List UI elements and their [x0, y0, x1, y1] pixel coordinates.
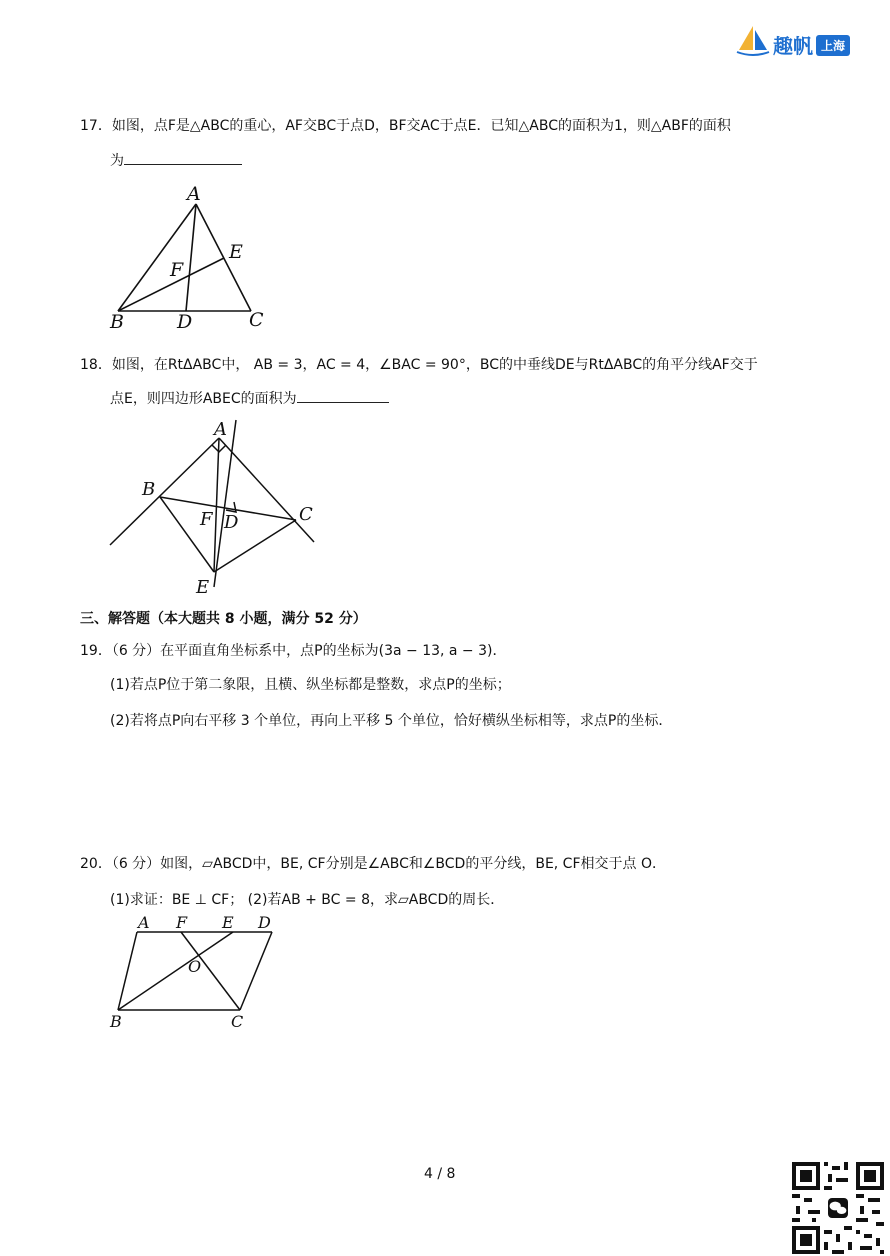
q18-label-B: B	[142, 479, 156, 500]
sailboat-icon	[735, 24, 771, 58]
q17-label-D: D	[177, 311, 193, 333]
q17-figure	[100, 180, 280, 335]
q19-part1: (1)若点P位于第二象限，且横、纵坐标都是整数，求点P的坐标；	[110, 677, 511, 693]
q17-label-F: F	[170, 259, 184, 281]
q18-line1: 18．如图，在RtΔABC中， AB = 3，AC = 4，∠BAC = 90°，BC的中垂线DE与RtΔABC的角平分线AF交于	[80, 357, 758, 373]
q20-label-F: F	[176, 913, 188, 932]
q19-stem: 19．（6 分）在平面直角坐标系中，点P的坐标为(3a − 13, a − 3)．	[80, 643, 507, 659]
q18-label-A: A	[214, 419, 227, 440]
q18-label-C: C	[299, 504, 313, 525]
q20-label-O: O	[188, 957, 202, 976]
q18-line2-text: 点E，则四边形ABEC的面积为	[110, 391, 297, 407]
q19-part2: (2)若将点P向右平移 3 个单位，再向上平移 5 个单位，恰好横纵坐标相等，求点P的坐标．	[110, 713, 673, 729]
q20-label-C: C	[231, 1012, 244, 1031]
brand-badge: 上海	[816, 35, 850, 56]
q17-label-C: C	[249, 309, 264, 331]
qr-code-icon	[792, 1162, 884, 1254]
q20-label-B: B	[110, 1012, 122, 1031]
q18-answer-blank	[297, 388, 389, 403]
q17-line2-text: 为	[110, 153, 124, 169]
q20-label-D: D	[258, 913, 271, 932]
q18-figure	[100, 415, 330, 605]
q17-label-B: B	[110, 311, 124, 333]
section3-title: 三、解答题（本大题共 8 小题，满分 52 分）	[80, 611, 367, 627]
page-number: 4 / 8	[424, 1166, 456, 1182]
q18-label-E: E	[196, 577, 210, 598]
q20-stem: 20．（6 分）如图，▱ABCD中，BE, CF分别是∠ABC和∠BCD的平分线，BE, CF相交于点 O．	[80, 856, 666, 872]
q20-parts: (1)求证：BE ⊥ CF； (2)若AB + BC = 8，求▱ABCD的周长．	[110, 892, 505, 908]
q18-label-D: D	[224, 512, 239, 533]
q20-label-E: E	[222, 913, 234, 932]
q17-line1: 17．如图，点F是△ABC的重心，AF交BC于点D，BF交AC于点E．已知△ABC的面积为1，则△ABF的面积	[80, 118, 731, 134]
q17-answer-blank	[124, 150, 242, 165]
q20-figure	[100, 910, 290, 1035]
q18-label-F: F	[200, 509, 213, 530]
q17-label-A: A	[187, 183, 201, 205]
q17-label-E: E	[229, 241, 243, 263]
q20-label-A: A	[138, 913, 150, 932]
q17-line2	[110, 150, 242, 170]
q18-line2	[110, 388, 389, 408]
brand-name: 趣帆	[773, 34, 813, 58]
brand-logo	[735, 24, 865, 60]
